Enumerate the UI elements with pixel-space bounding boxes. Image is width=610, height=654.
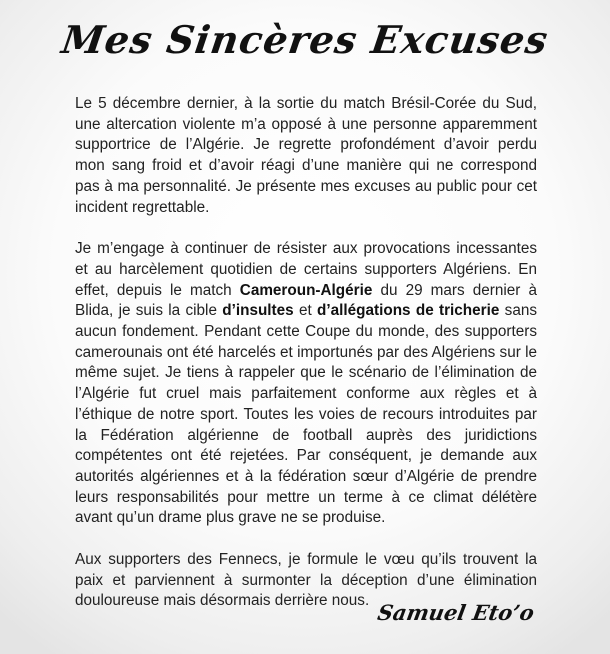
letter-title: Mes Sincères Excuses	[58, 17, 552, 62]
paragraph-text: Aux supporters des Fennecs, je formule le vœu qu’ils trouvent la paix et parviennent à surmonter la déception d’une élimination douloureuse mais désormais derrière nous.	[75, 551, 537, 610]
paragraph-text: Je m’engage à continuer de résister aux provocations incessantes et au harcèlement quotidien de certains supporters Algériens. En effet, depuis le match	[75, 240, 537, 299]
paragraph-text: Le 5 décembre dernier, à la sortie du match Brésil-Corée du Sud, une altercation violente m’a opposé à une personne apparemment supportrice de l’Algérie. Je regrette profondément d’avoir perdu mon sang froid et d’avoir réagi d’une manière qui ne correspond pas à ma personnalité. Je présente mes excuses au public pour cet incident regrettable.	[75, 95, 537, 216]
paragraph-text: sans aucun fondement. Pendant cette Coupe du monde, des supporters camerounais ont été harcelés et importunés par des Algériens sur le même sujet. Je tiens à rappeler que le scénario de l’élimination de l’Algérie fut cruel mais parfaitement conforme aux règles et à l’éthique de notre sport. Toutes les voies de recours introduites par la Fédération algérienne de football auprès des juridictions compétentes ont été rejetées. Par conséquent, je demande aux autorités algériennes et à la fédération sœur d’Algérie de prendre leurs responsabilités pour mettre un terme à ce climat délétère avant qu’un drame plus grave ne se produise.	[75, 302, 537, 527]
paragraph-text: du 29 mars dernier à Blida, je suis la cible	[75, 281, 537, 320]
bold-phrase: d’insultes	[222, 302, 294, 320]
paragraph-text: et	[293, 302, 318, 320]
letter-body	[75, 94, 537, 612]
bold-phrase: Cameroun-Algérie	[239, 281, 373, 299]
bold-phrase: d’allégations de tricherie	[317, 302, 500, 320]
signature: Samuel Eto’o	[375, 600, 537, 625]
paragraph-1	[75, 94, 537, 218]
paragraph-2	[75, 239, 537, 529]
